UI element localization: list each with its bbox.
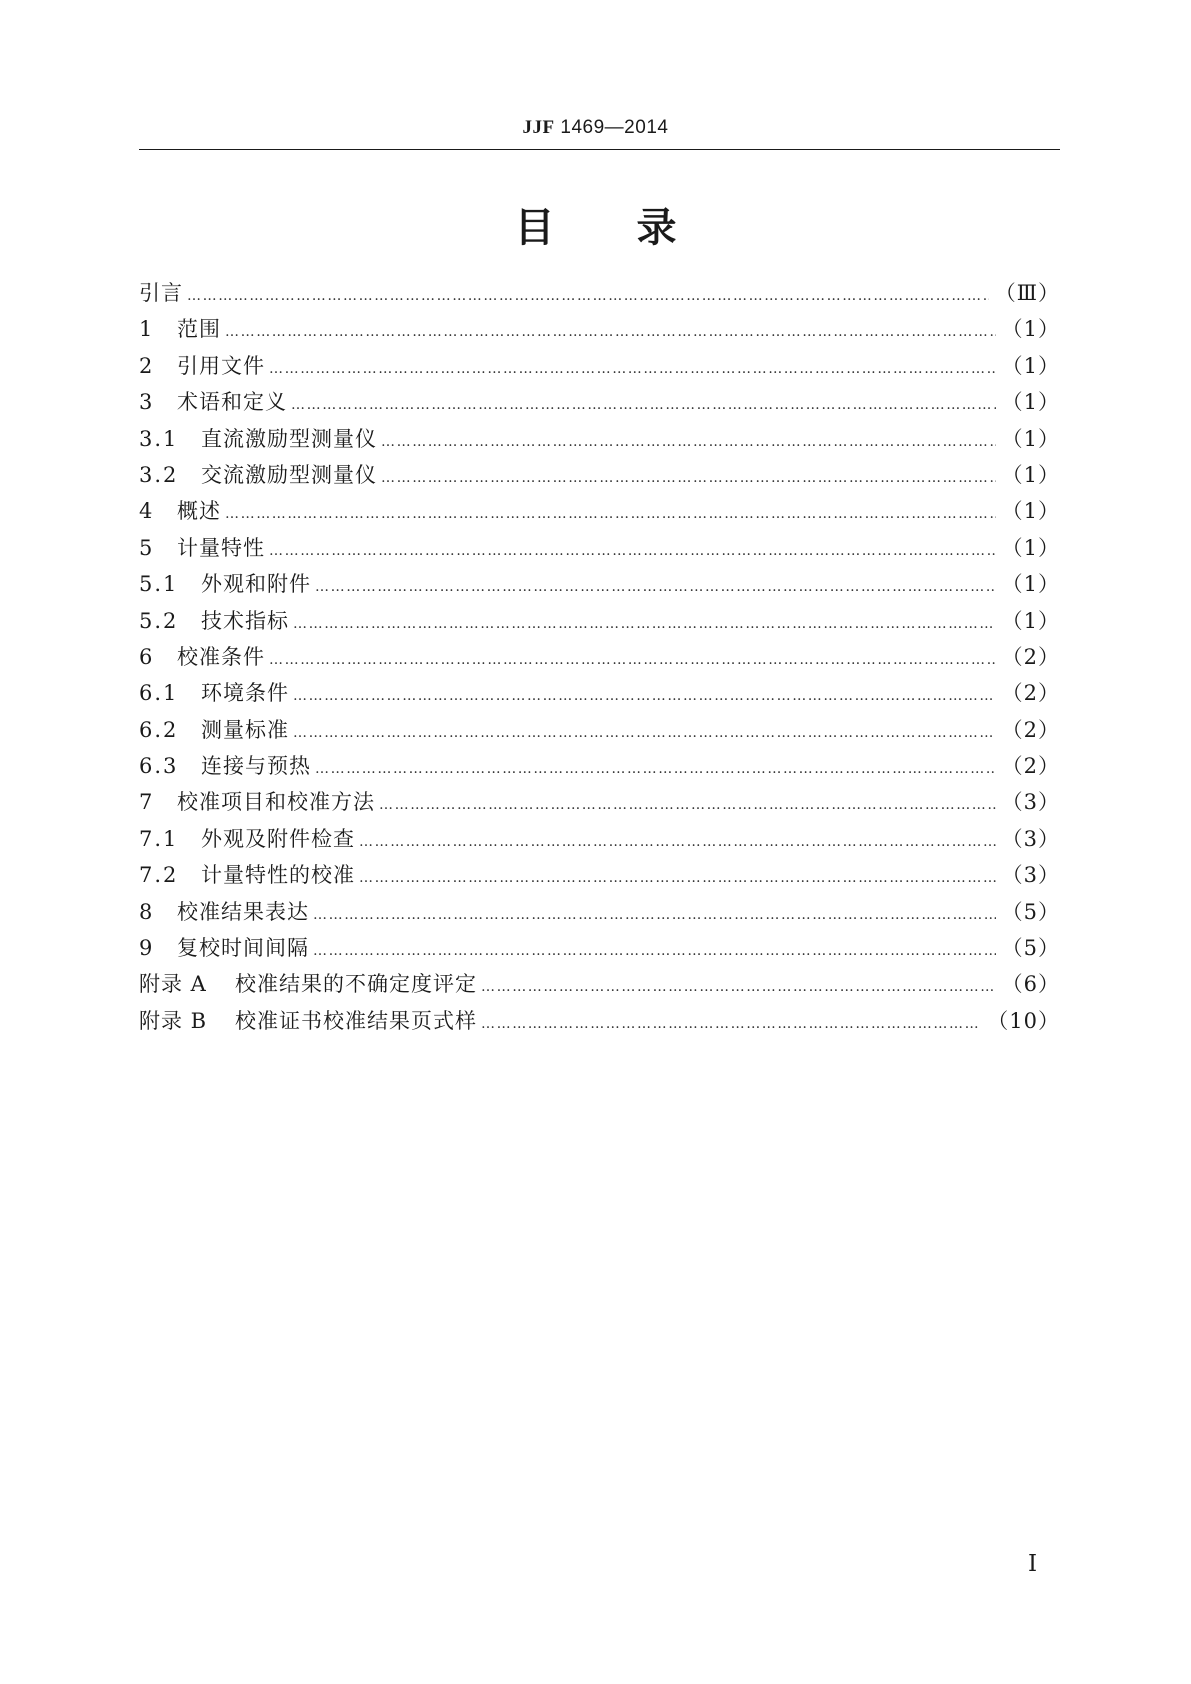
toc-entry-label: 范围 (177, 317, 221, 342)
toc-entry-number: 8 (139, 899, 155, 924)
toc-entry[interactable] (139, 823, 1060, 859)
toc-dot-leader (315, 579, 996, 595)
page-number: Ⅰ (1028, 1551, 1038, 1577)
toc-dot-leader (381, 434, 996, 450)
toc-entry-page: （1） (1001, 608, 1060, 633)
toc-entry-page: （5） (1001, 936, 1060, 961)
toc-entry[interactable] (139, 714, 1060, 750)
toc-entry-number: 7.2 (139, 863, 179, 888)
toc-dot-leader (269, 361, 996, 377)
toc-dot-leader (313, 943, 996, 959)
document-code-prefix: JJF (522, 117, 555, 138)
toc-entry-number: 6.3 (139, 754, 179, 779)
toc-entry-number: 3.1 (139, 426, 179, 451)
toc-dot-leader (381, 470, 996, 486)
toc-entry-page: （5） (1001, 899, 1060, 924)
toc-entry[interactable] (139, 313, 1060, 349)
toc-entry-label: 连接与预热 (201, 754, 311, 779)
toc-dot-leader (359, 870, 996, 886)
toc-entry-label: 校准条件 (177, 644, 265, 669)
toc-entry-page: （6） (1001, 972, 1060, 997)
toc-entry-page: （1） (1001, 317, 1060, 342)
toc-entry-page: （3） (1001, 826, 1060, 851)
toc-entry-number: 5.1 (139, 572, 179, 597)
toc-dot-leader (225, 506, 996, 522)
toc-entry[interactable] (139, 1005, 1060, 1041)
toc-entry[interactable] (139, 277, 1060, 313)
toc-entry-page: （2） (1001, 681, 1060, 706)
toc-entry[interactable] (139, 386, 1060, 422)
toc-entry-number: 6.1 (139, 681, 179, 706)
toc-dot-leader (313, 907, 996, 923)
document-code-number: 1469—2014 (554, 117, 669, 138)
toc-entry-page: （2） (1001, 754, 1060, 779)
toc-entry-label: 概述 (177, 499, 221, 524)
toc-entry[interactable] (139, 350, 1060, 386)
toc-dot-leader (225, 324, 996, 340)
toc-entry-label: 校准结果表达 (177, 899, 309, 924)
toc-entry-number: 4 (139, 499, 155, 524)
toc-entry[interactable] (139, 423, 1060, 459)
toc-entry-number: 5 (139, 535, 155, 560)
toc-entry-number: 附录 B (139, 1008, 208, 1033)
toc-entry-page: （1） (1001, 426, 1060, 451)
toc-entry-page: （1） (1001, 462, 1060, 487)
toc-entry[interactable] (139, 677, 1060, 713)
toc-dot-leader (269, 543, 996, 559)
toc-entry-page: （2） (1001, 644, 1060, 669)
header-rule (139, 149, 1060, 150)
toc-entry-number: 7 (139, 790, 155, 815)
document-code (0, 117, 1191, 139)
toc-entry-label: 测量标准 (201, 717, 289, 742)
toc-entry-label: 引用文件 (177, 353, 265, 378)
toc-entry[interactable] (139, 532, 1060, 568)
toc-entry-page: （Ⅲ） (994, 281, 1060, 305)
toc-entry[interactable] (139, 568, 1060, 604)
toc-entry-page: （1） (1001, 535, 1060, 560)
toc-entry-label: 术语和定义 (177, 390, 287, 415)
page-title: 目录 (514, 205, 759, 251)
toc-entry-page: （1） (1001, 390, 1060, 415)
toc-entry[interactable] (139, 459, 1060, 495)
toc-entry-number: 6 (139, 644, 155, 669)
toc-entry-label: 计量特性的校准 (201, 863, 355, 888)
toc-entry-number: 1 (139, 317, 155, 342)
toc-entry-label: 技术指标 (201, 608, 289, 633)
toc-entry-label: 复校时间间隔 (177, 936, 309, 961)
toc-entry[interactable] (139, 495, 1060, 531)
toc-entry[interactable] (139, 896, 1060, 932)
toc-entry-page: （3） (1001, 863, 1060, 888)
toc-entry[interactable] (139, 605, 1060, 641)
toc-dot-leader (293, 616, 996, 632)
toc-entry-number: 3.2 (139, 462, 179, 487)
toc-entry[interactable] (139, 859, 1060, 895)
toc-entry[interactable] (139, 750, 1060, 786)
toc-dot-leader (269, 652, 996, 668)
toc-entry[interactable] (139, 932, 1060, 968)
toc-dot-leader (187, 288, 989, 304)
toc-entry-label: 计量特性 (177, 535, 265, 560)
toc-entry-number: 2 (139, 353, 155, 378)
toc-entry-page: （1） (1001, 499, 1060, 524)
toc-entry-label: 外观和附件 (201, 572, 311, 597)
toc-entry-number: 7.1 (139, 826, 179, 851)
toc-entry-label: 校准证书校准结果页式样 (235, 1008, 477, 1033)
toc-dot-leader (315, 761, 996, 777)
toc-entry[interactable] (139, 968, 1060, 1004)
toc-entry[interactable] (139, 786, 1060, 822)
toc-entry-page: （1） (1001, 572, 1060, 597)
toc-entry-number: 3 (139, 390, 155, 415)
toc-entry-number: 6.2 (139, 717, 179, 742)
toc-entry-label: 校准项目和校准方法 (177, 790, 375, 815)
toc-entry[interactable] (139, 641, 1060, 677)
table-of-contents (139, 277, 1060, 1041)
toc-dot-leader (359, 834, 996, 850)
toc-entry-page: （1） (1001, 353, 1060, 378)
toc-entry-label: 引言 (139, 281, 183, 305)
toc-dot-leader (293, 725, 996, 741)
toc-entry-number: 5.2 (139, 608, 179, 633)
toc-entry-label: 直流激励型测量仪 (201, 426, 377, 451)
toc-entry-number: 附录 A (139, 972, 207, 997)
toc-dot-leader (291, 397, 996, 413)
toc-entry-label: 校准结果的不确定度评定 (235, 972, 477, 997)
toc-entry-number: 9 (139, 936, 155, 961)
toc-dot-leader (293, 688, 996, 704)
toc-dot-leader (379, 797, 996, 813)
toc-entry-label: 外观及附件检查 (201, 826, 355, 851)
toc-entry-page: （10） (987, 1008, 1060, 1033)
toc-entry-page: （3） (1001, 790, 1060, 815)
toc-entry-label: 交流激励型测量仪 (201, 462, 377, 487)
toc-dot-leader (481, 1016, 981, 1032)
toc-entry-label: 环境条件 (201, 681, 289, 706)
toc-dot-leader (481, 979, 996, 995)
toc-entry-page: （2） (1001, 717, 1060, 742)
